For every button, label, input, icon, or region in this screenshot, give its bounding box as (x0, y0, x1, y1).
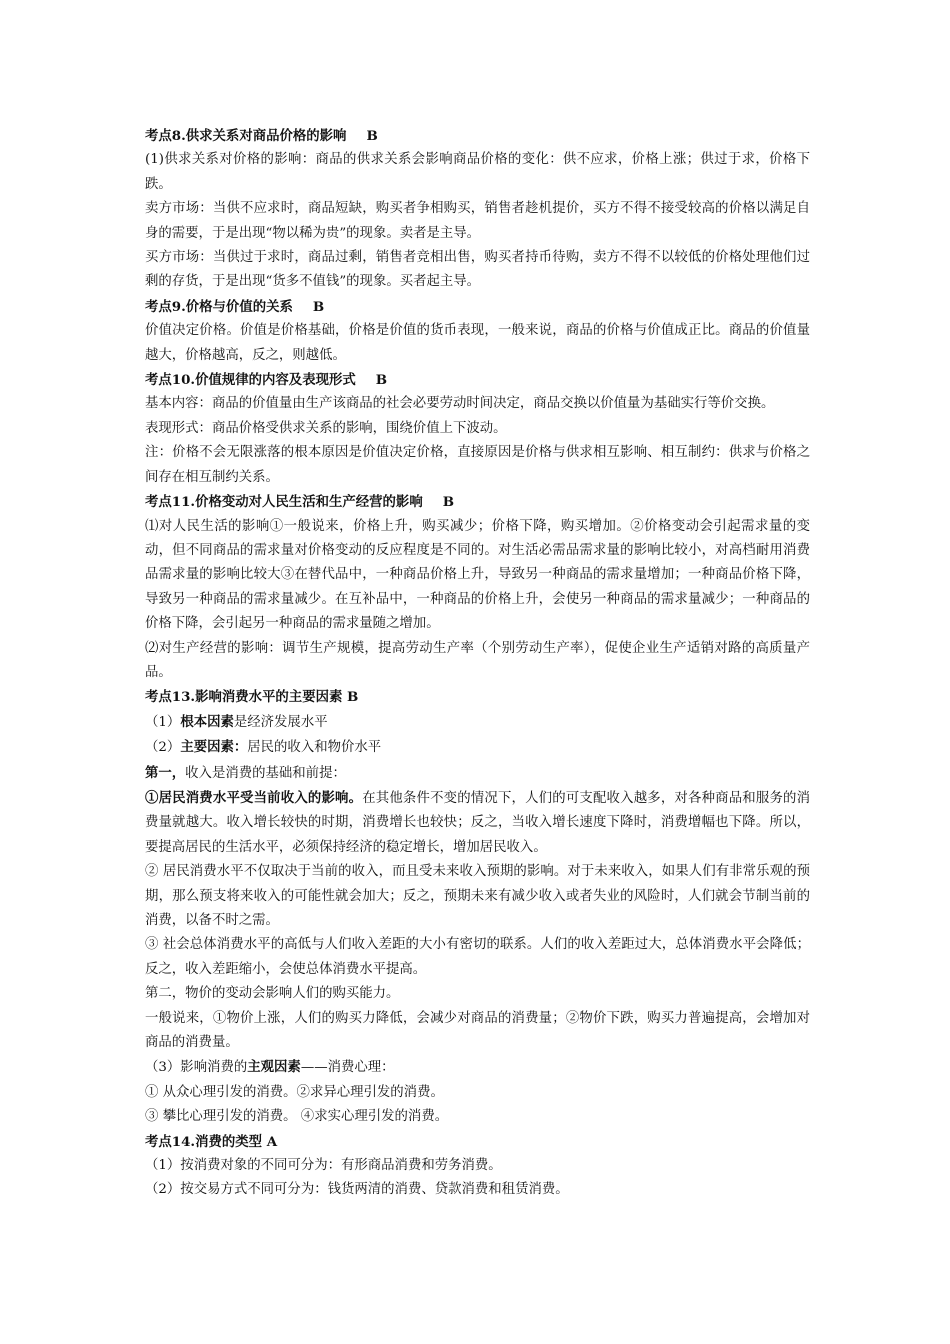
item-text: 收入是消费的基础和前提： (185, 765, 346, 781)
item-text: ——消费心理： (300, 1060, 395, 1076)
document-page (145, 124, 810, 1203)
item-text: 是经济发展水平 (233, 714, 328, 730)
heading-text: 考点11.价格变动对人民生活和生产经营的影响 (145, 494, 423, 511)
paragraph: ② 居民消费水平不仅取决于当前的收入，而且受未来收入预期的影响。对于未来收入，如果人们有非常乐观的预期，那么预支将来收入的可能性就会加大；反之，预期未来有减少收入或者失业的风险时，人们就会节制当前的消费，以备不时之需。 (145, 864, 810, 928)
item-number: （2） (145, 740, 181, 756)
list-item (145, 1055, 810, 1080)
item-text: 居民的收入和物价水平 (247, 740, 382, 756)
paragraph: ⑵对生产经营的影响：调节生产规模，提高劳动生产率（个别劳动生产率），促使企业生产适销对路的高质量产品。 (145, 640, 810, 680)
paragraph (145, 761, 810, 786)
paragraph: 第二，物价的变动会影响人们的购买能力。 (145, 986, 400, 1002)
bold-term: 第一， (145, 764, 186, 781)
section-heading-11 (145, 490, 810, 514)
paragraph: 价值决定价格。价值是价格基础，价格是价值的货币表现，一般来说，商品的价格与价值成正比。商品的价值量越大，价格越高，反之，则越低。 (145, 323, 810, 363)
section-heading-9 (145, 295, 810, 319)
paragraph: ③ 攀比心理引发的消费。 ④求实心理引发的消费。 (145, 1109, 449, 1125)
paragraph: 卖方市场：当供不应求时，商品短缺，购买者争相购买，销售者趁机提价，买方不得不接受较高的价格以满足自身的需要，于是出现“物以稀为贵”的现象。卖者是主导。 (145, 201, 810, 241)
paragraph: (1)供求关系对价格的影响：商品的供求关系会影响商品价格的变化：供不应求，价格上涨；供过于求，价格下跌。 (145, 152, 810, 192)
paragraph: 买方市场：当供过于求时，商品过剩，销售者竞相出售，购买者持币待购，卖方不得不以较低的价格处理他们过剩的存货，于是出现“货多不值钱”的现象。买者起主导。 (145, 250, 810, 290)
bold-term: 根本因素 (180, 713, 234, 730)
heading-text: 考点9.价格与价值的关系 (145, 298, 293, 315)
list-item (145, 735, 810, 760)
heading-text: 考点14.消费的类型 (145, 1133, 263, 1150)
paragraph: ⑴对人民生活的影响①一般说来，价格上升，购买减少；价格下降，购买增加。②价格变动会引起需求量的变动，但不同商品的需求量对价格变动的反应程度是不同的。对生活必需品需求量的影响比较小，对高档耐用消费品需求量的影响比较大③在替代品中，一种商品价格上升，导致另一种商品的需求量增加；一种商品价格下降，导致另一种商品的需求量减少。在互补品中，一种商品的价格上升，会使另一种商品的需求量减少；一种商品的价格下降，会引起另一种商品的需求量随之增加。 (145, 518, 810, 632)
level-badge: B (312, 298, 325, 315)
paragraph: 一般说来，①物价上涨，人们的购买力降低，会减少对商品的消费量；②物价下跌，购买力普遍提高，会增加对商品的消费量。 (145, 1010, 810, 1051)
paragraph: 注：价格不会无限涨落的根本原因是价值决定价格，直接原因是价格与供求相互影响、相互制约：供求与价格之间存在相互制约关系。 (145, 445, 810, 485)
paragraph (145, 786, 810, 860)
list-item: （1）按消费对象的不同可分为：有形商品消费和劳务消费。 (145, 1158, 502, 1174)
heading-text: 考点10.价值规律的内容及表现形式 (145, 372, 356, 389)
bold-term: 主要因素： (180, 739, 248, 756)
item-text: （3）影响消费的 (145, 1060, 248, 1076)
level-badge: B (347, 689, 359, 706)
list-item (145, 710, 810, 735)
section-heading-14 (145, 1130, 810, 1154)
heading-text: 考点13.影响消费水平的主要因素 (145, 689, 343, 706)
paragraph: ① 从众心理引发的消费。②求异心理引发的消费。 (145, 1084, 444, 1100)
level-badge: A (266, 1133, 278, 1150)
level-badge: B (442, 494, 455, 511)
paragraph: 基本内容：商品的价值量由生产该商品的社会必要劳动时间决定，商品交换以价值量为基础实行等价交换。 (145, 396, 775, 412)
level-badge: B (375, 372, 388, 389)
item-number: （1） (145, 714, 181, 730)
heading-text: 考点8.供求关系对商品价格的影响 (145, 128, 347, 144)
paragraph: 表现形式：商品价格受供求关系的影响，围绕价值上下波动。 (145, 420, 507, 436)
bold-term: 主观因素 (247, 1059, 301, 1076)
section-heading-8 (145, 124, 810, 148)
item-text: 在其他条件不变的情况下，人们的可支配收入越多，对各种商品和服务的消费量就越大。收入增长较快的时期，消费增长也较快；反之，当收入增长速度下降时，消费增幅也下降。所以，要提高居民的生活水平，必须保持经济的稳定增长，增加居民收入。 (145, 790, 810, 855)
section-heading-13 (145, 685, 810, 709)
list-item: （2）按交易方式不同可分为：钱货两清的消费、贷款消费和租赁消费。 (145, 1182, 569, 1198)
level-badge: B (366, 128, 378, 144)
paragraph: ③ 社会总体消费水平的高低与人们收入差距的大小有密切的联系。人们的收入差距过大，总体消费水平会降低；反之，收入差距缩小，会使总体消费水平提高。 (145, 937, 810, 977)
section-heading-10 (145, 368, 810, 392)
bold-term: ①居民消费水平受当前收入的影响。 (145, 789, 363, 806)
